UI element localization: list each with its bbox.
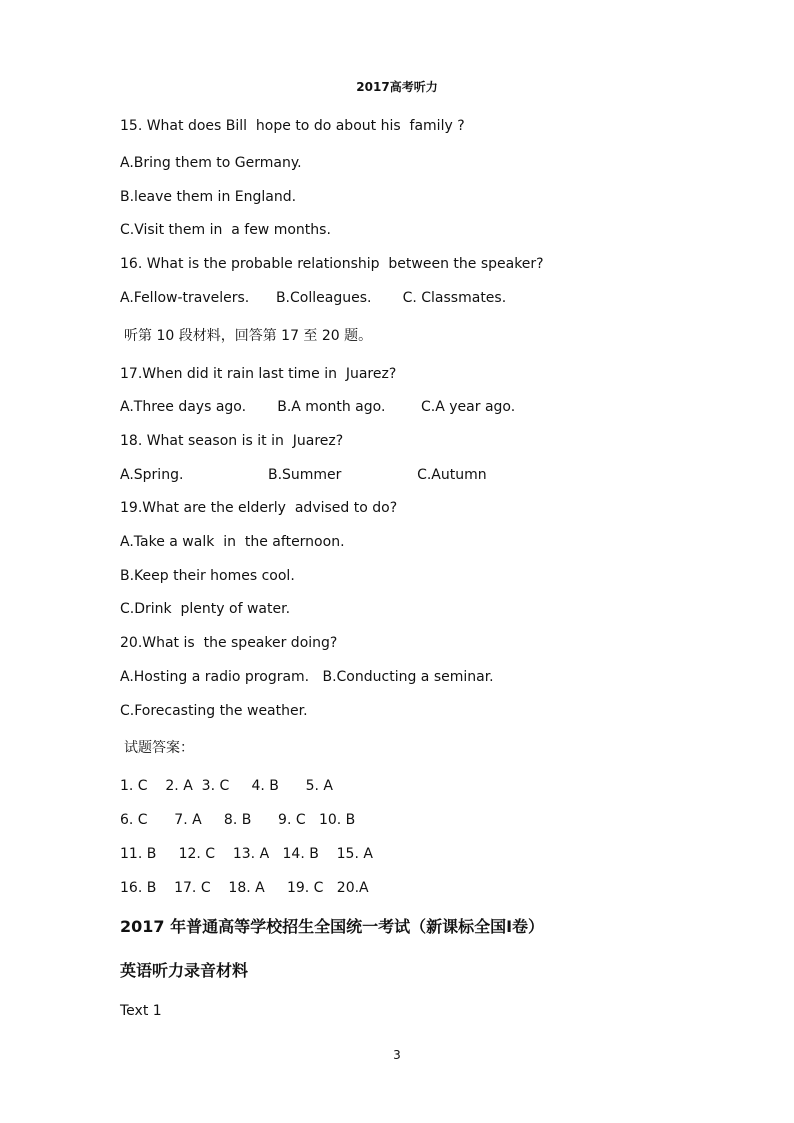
question-16-options: A.Fellow-travelers. B.Colleagues. C. Classmates. <box>120 290 507 306</box>
question-18-options: A.Spring. B.Summer C.Autumn <box>120 467 487 483</box>
exam-title: 2017 年普通高等学校招生全国统一考试（新课标全国Ⅰ卷） <box>120 917 545 936</box>
question-20-stem: 20.What is the speaker doing? <box>120 635 338 651</box>
answers-row-2: 6. C 7. A 8. B 9. C 10. B <box>120 812 356 828</box>
question-18-stem: 18. What season is it in Juarez? <box>120 433 344 449</box>
question-20-options-ab: A.Hosting a radio program. B.Conducting a seminar. <box>120 669 494 685</box>
answers-row-1: 1. C 2. A 3. C 4. B 5. A <box>120 778 334 794</box>
answers-heading: 试题答案： <box>124 740 194 756</box>
question-16-stem: 16. What is the probable relationship between the speaker? <box>120 256 544 272</box>
question-15-stem: 15. What does Bill hope to do about his family ? <box>120 118 465 134</box>
question-19-option-c: C.Drink plenty of water. <box>120 601 291 617</box>
answers-row-4: 16. B 17. C 18. A 19. C 20.A <box>120 880 369 896</box>
question-17-stem: 17.When did it rain last time in Juarez? <box>120 366 397 382</box>
page-number: 3 <box>393 1048 401 1062</box>
question-20-option-c: C.Forecasting the weather. <box>120 703 308 719</box>
question-19-option-a: A.Take a walk in the afternoon. <box>120 534 345 550</box>
exam-subtitle: 英语听力录音材料 <box>120 961 249 980</box>
question-19-option-b: B.Keep their homes cool. <box>120 568 295 584</box>
question-19-stem: 19.What are the elderly advised to do? <box>120 500 398 516</box>
question-17-options: A.Three days ago. B.A month ago. C.A year ago. <box>120 399 516 415</box>
section-note: 听第 10 段材料，回答第 17 至 20 题。 <box>124 328 373 344</box>
question-15-option-a: A.Bring them to Germany. <box>120 155 302 171</box>
question-15-option-c: C.Visit them in a few months. <box>120 222 331 238</box>
answers-row-3: 11. B 12. C 13. A 14. B 15. A <box>120 846 373 862</box>
text-1-label: Text 1 <box>120 1003 162 1019</box>
question-15-option-b: B.leave them in England. <box>120 189 297 205</box>
page-header: 2017高考听力 <box>356 80 438 94</box>
